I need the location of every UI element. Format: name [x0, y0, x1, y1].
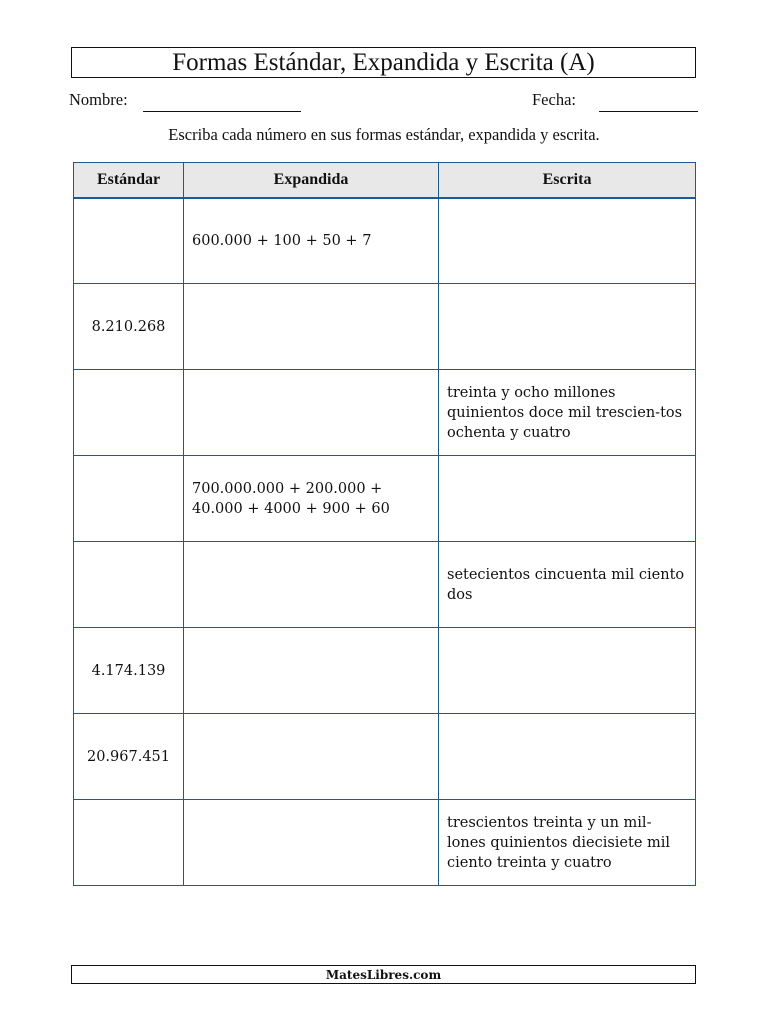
cell-standard[interactable]: 20.967.451	[74, 714, 184, 800]
cell-expanded[interactable]	[184, 542, 439, 628]
cell-expanded[interactable]	[184, 800, 439, 886]
date-field-line[interactable]	[599, 111, 698, 112]
cell-written[interactable]	[439, 628, 696, 714]
cell-standard[interactable]: 4.174.139	[74, 628, 184, 714]
cell-written[interactable]: setecientos cincuenta mil ciento dos	[439, 542, 696, 628]
name-label: Nombre:	[69, 90, 128, 109]
header-written: Escrita	[439, 163, 696, 198]
cell-expanded[interactable]: 600.000 + 100 + 50 + 7	[184, 198, 439, 284]
table-header-row	[74, 163, 696, 198]
cell-written[interactable]: trescientos treinta y un mil-lones quinientos diecisiete mil ciento treinta y cuatro	[439, 800, 696, 886]
cell-written[interactable]	[439, 198, 696, 284]
worksheet-title: Formas Estándar, Expandida y Escrita (A)	[71, 47, 696, 78]
table-row	[74, 370, 696, 456]
cell-standard[interactable]	[74, 370, 184, 456]
table-row	[74, 800, 696, 886]
table-row	[74, 628, 696, 714]
table-row	[74, 542, 696, 628]
cell-standard[interactable]: 8.210.268	[74, 284, 184, 370]
date-label: Fecha:	[532, 90, 576, 109]
cell-written[interactable]	[439, 714, 696, 800]
cell-expanded[interactable]: 700.000.000 + 200.000 + 40.000 + 4000 + 900 + 60	[184, 456, 439, 542]
table-row	[74, 714, 696, 800]
cell-expanded[interactable]	[184, 714, 439, 800]
worksheet-table	[73, 162, 696, 886]
header-standard: Estándar	[74, 163, 184, 198]
instructions: Escriba cada número en sus formas estándar, expandida y escrita.	[168, 125, 600, 144]
footer-website: MatesLibres.com	[71, 965, 696, 984]
cell-standard[interactable]	[74, 456, 184, 542]
table-row	[74, 456, 696, 542]
cell-standard[interactable]	[74, 198, 184, 284]
cell-standard[interactable]	[74, 800, 184, 886]
table-row	[74, 284, 696, 370]
cell-standard[interactable]	[74, 542, 184, 628]
name-field-line[interactable]	[143, 111, 301, 112]
header-expanded: Expandida	[184, 163, 439, 198]
cell-expanded[interactable]	[184, 628, 439, 714]
cell-written[interactable]: treinta y ocho millones quinientos doce mil trescien-tos ochenta y cuatro	[439, 370, 696, 456]
cell-written[interactable]	[439, 456, 696, 542]
table-row	[74, 198, 696, 284]
cell-expanded[interactable]	[184, 284, 439, 370]
cell-expanded[interactable]	[184, 370, 439, 456]
cell-written[interactable]	[439, 284, 696, 370]
